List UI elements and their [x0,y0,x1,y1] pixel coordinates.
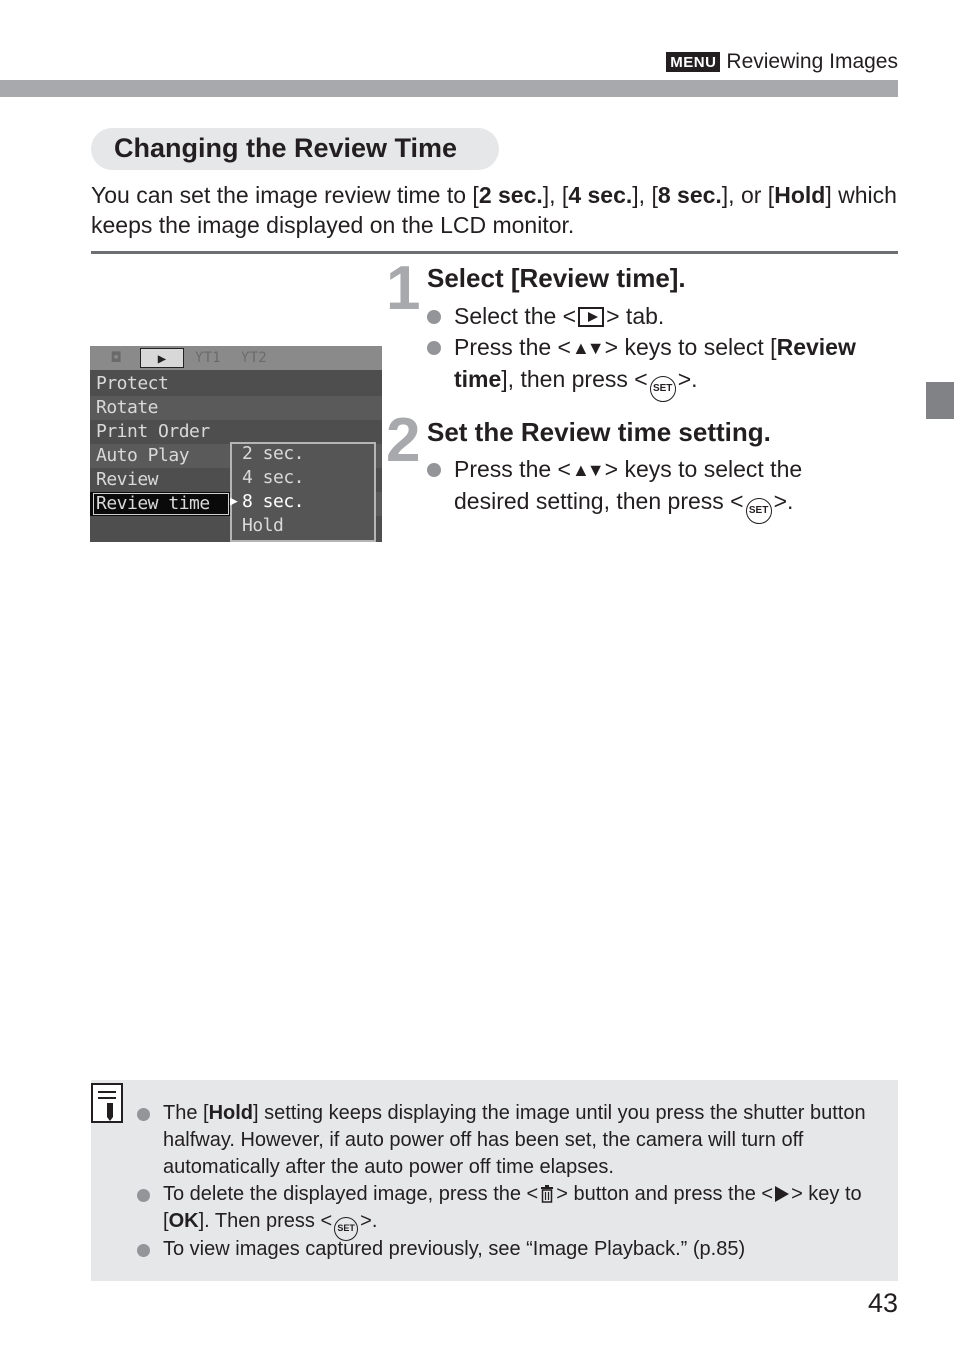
section-divider [91,251,898,254]
bullet-dot [427,341,441,355]
bullet-dot [427,463,441,477]
bullet-text: >. [773,488,794,514]
step-2-number: 2 [386,406,421,475]
step-1-title: Select [Review time]. [427,263,686,293]
intro-text: You can set the image review time to [ [91,182,479,208]
lcd-menu-screenshot [90,346,382,542]
lcd-menu-item: Review [96,469,159,490]
bullet-text: ], then press < [501,366,648,392]
header-bar [0,80,898,97]
page-number: 43 [867,1288,898,1318]
note-box [91,1080,898,1281]
note-text: ]. Then press < [198,1210,333,1232]
intro-text: ], [ [632,182,658,208]
bullet-text: Press the < [454,334,571,360]
playback-tab-icon: ▶ [140,348,184,368]
setup1-tab-icon: ƳT1 [195,350,221,366]
set-button-icon: SET [650,376,676,402]
lcd-menu-item: Review time [96,493,210,514]
intro-bold-2sec: 2 sec. [478,182,543,208]
lcd-menu-item: Auto Play [96,445,190,466]
menu-icon: MENU [666,52,720,72]
intro-bold-4sec: 4 sec. [568,182,633,208]
step-1-number: 1 [386,254,421,323]
lcd-cursor-icon: ▶ [230,494,238,509]
note-text: > button and press the < [556,1183,774,1205]
intro-text: ], or [ [721,182,775,208]
chapter-side-tab [926,382,954,419]
note-bullet [137,1100,877,1181]
playback-icon [578,307,604,327]
intro-paragraph [91,180,897,240]
camera-tab-icon: ◘ [111,350,121,366]
lcd-menu-item: Protect [96,373,169,394]
note-text: >. [360,1210,378,1232]
note-text: To view images captured previously, see “Image Playback.” (p.85) [163,1238,746,1260]
bullet-dot [137,1244,150,1257]
bullet-text: >. [677,366,698,392]
bullet-dot [137,1108,150,1121]
note-text: The [ [163,1102,209,1124]
bullet-text: Press the < [454,456,571,482]
note-text: To delete the displayed image, press the < [163,1183,539,1205]
bullet-dot [427,310,441,324]
lcd-menu-item: Print Order [96,421,210,442]
running-header-title: Reviewing Images [726,50,898,73]
step-1-bullet [427,301,897,332]
lcd-tab-bar [90,346,382,370]
setup2-tab-icon: ƳT2 [241,350,267,366]
note-bold: Hold [208,1102,254,1124]
bullet-dot [137,1189,150,1202]
set-button-icon: SET [746,498,772,524]
note-bullet [137,1181,877,1241]
bullet-text: > tab. [606,303,665,329]
lcd-option: 4 sec. [242,467,305,488]
bullet-bold: Review time [454,334,856,392]
set-button-icon: SET [334,1217,358,1241]
step-1-bullet [427,332,897,402]
intro-text: ], [ [542,182,569,208]
bullet-text: Select the < [454,303,577,329]
running-header [666,50,898,74]
note-bullet [137,1236,877,1263]
intro-bold-8sec: 8 sec. [657,182,722,208]
right-key-icon [775,1186,789,1202]
section-title: Changing the Review Time [114,133,458,163]
intro-bold-hold: Hold [774,182,826,208]
lcd-menu-item: Rotate [96,397,159,418]
note-text: > key to [ [163,1183,862,1232]
lcd-option: Hold [242,515,284,536]
memo-icon [91,1083,125,1125]
lcd-option-selected: 8 sec. [242,491,305,512]
intro-text: ] which keeps the image displayed on the LCD monitor. [91,182,897,238]
bullet-text: > keys to select [ [604,334,777,360]
lcd-options-panel [230,442,376,542]
trash-icon [540,1185,554,1203]
up-down-keys-icon: ▲▼ [571,338,602,358]
up-down-keys-icon: ▲▼ [571,460,602,480]
note-bold: OK [168,1210,199,1232]
step-2-bullet [427,454,867,524]
step-2-title: Set the Review time setting. [427,417,771,447]
bullet-text: > keys to select the desired setting, then press < [454,456,803,514]
note-text: ] setting keeps displaying the image until you press the shutter button halfway. However, if auto power off has been set, the camera will turn off automatically after the auto power off time elapses. [163,1102,866,1178]
lcd-option: 2 sec. [242,443,305,464]
